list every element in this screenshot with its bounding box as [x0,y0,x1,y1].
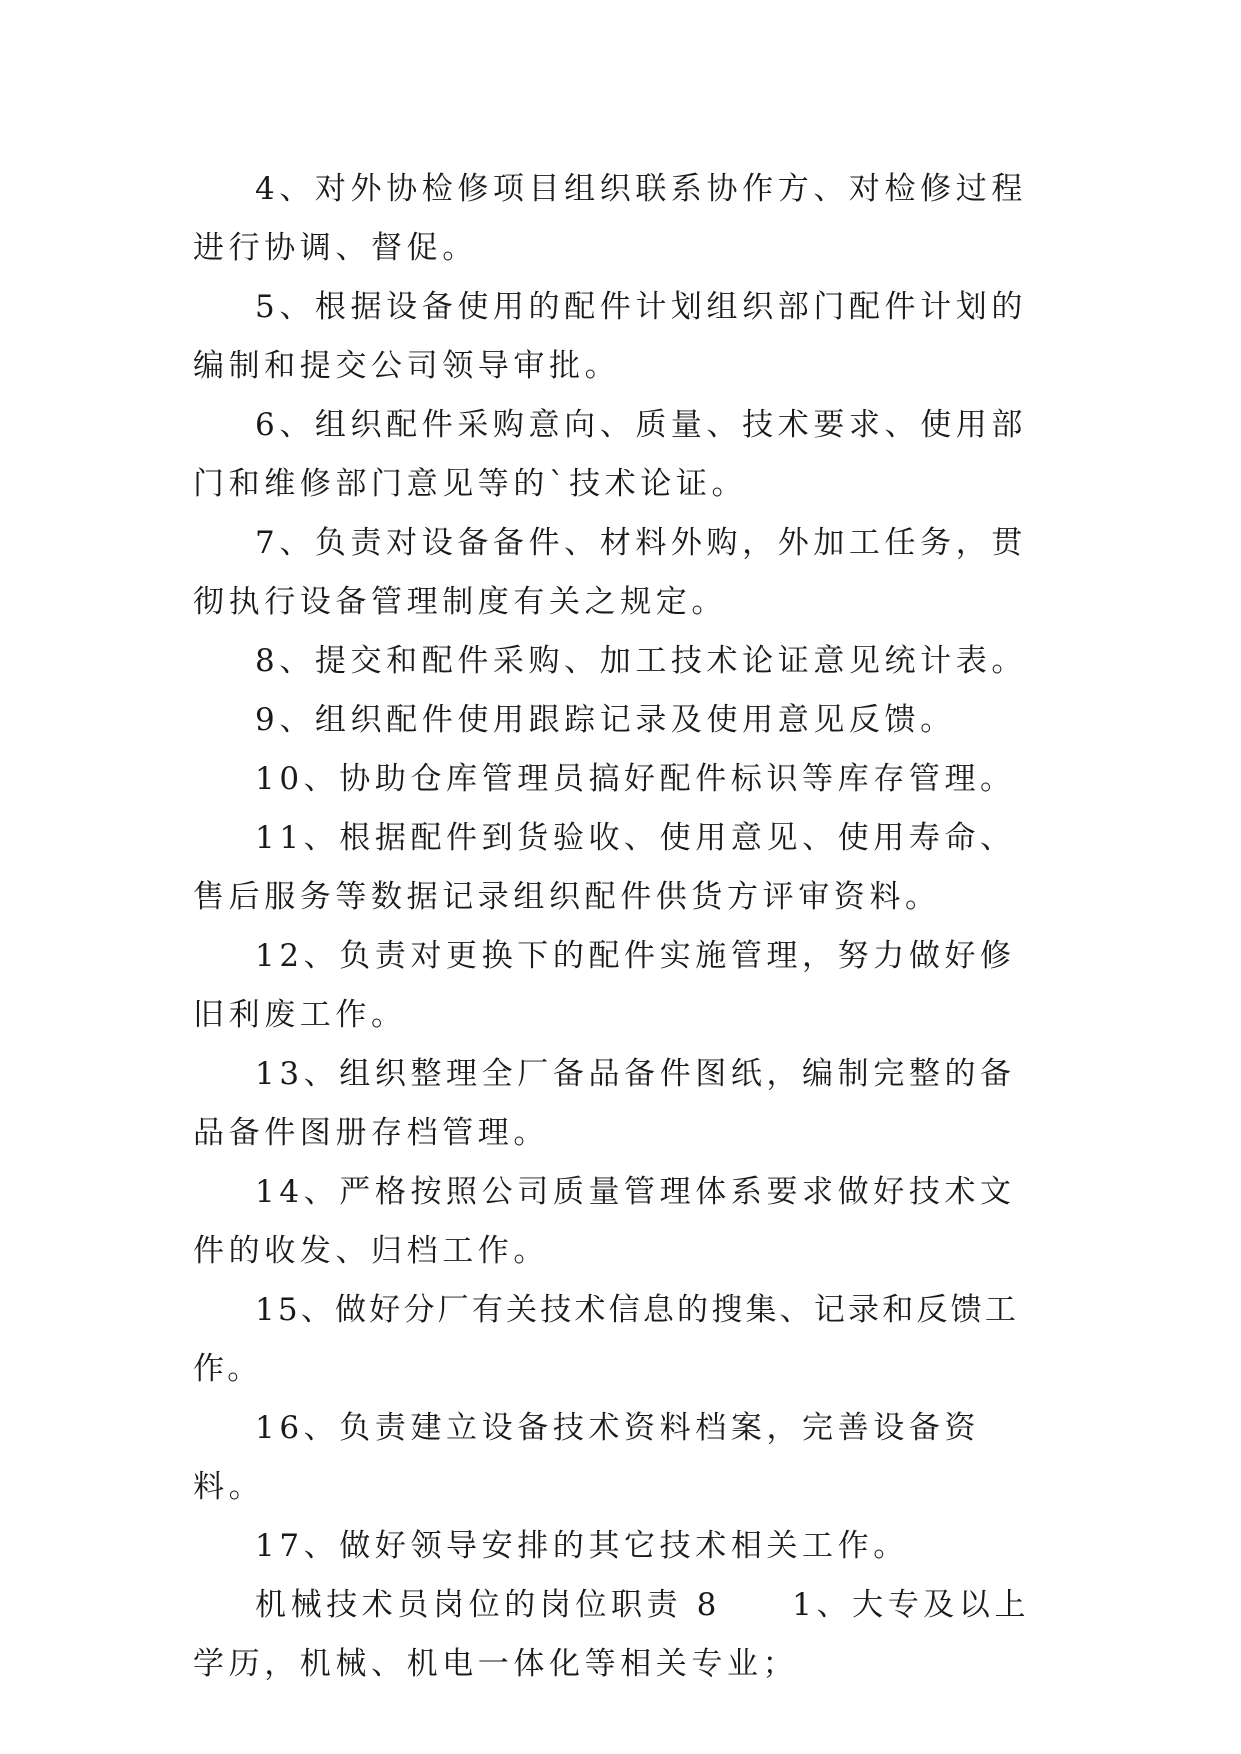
paragraph-item-15: 15、做好分厂有关技术信息的搜集、记录和反馈工作。 [193,1292,1020,1387]
paragraph-item-8: 8、提交和配件采购、加工技术论证意见统计表。 [255,643,1027,679]
paragraph-item-6: 6、组织配件采购意向、质量、技术要求、使用部门和维修部门意见等的`技术论证。 [193,407,1027,502]
paragraph-item-4: 4、对外协检修项目组织联系协作方、对检修过程进行协调、督促。 [193,171,1027,266]
paragraph-item-17: 17、做好领导安排的其它技术相关工作。 [255,1528,909,1564]
document-body [193,160,1051,1694]
paragraph-item-5: 5、根据设备使用的配件计划组织部门配件计划的编制和提交公司领导审批。 [193,289,1027,384]
paragraph-item-7: 7、负责对设备备件、材料外购，外加工任务，贯彻执行设备管理制度有关之规定。 [193,525,1027,620]
paragraph-item-13: 13、组织整理全厂备品备件图纸，编制完整的备品备件图册存档管理。 [193,1056,1016,1151]
paragraph-item-10: 10、协助仓库管理员搞好配件标识等库存管理。 [255,761,1016,797]
paragraph-item-9: 9、组织配件使用跟踪记录及使用意见反馈。 [255,702,956,738]
paragraph-item-12: 12、负责对更换下的配件实施管理，努力做好修旧利废工作。 [193,938,1016,1033]
paragraph-item-14: 14、严格按照公司质量管理体系要求做好技术文件的收发、归档工作。 [193,1174,1016,1269]
paragraph-item-16: 16、负责建立设备技术资料档案，完善设备资料。 [193,1410,981,1505]
paragraph-section-heading: 机械技术员岗位的岗位职责 8 1、大专及以上学历，机械、机电一体化等相关专业； [193,1587,1031,1682]
paragraph-item-11: 11、根据配件到货验收、使用意见、使用寿命、售后服务等数据记录组织配件供货方评审资料。 [193,820,1016,915]
